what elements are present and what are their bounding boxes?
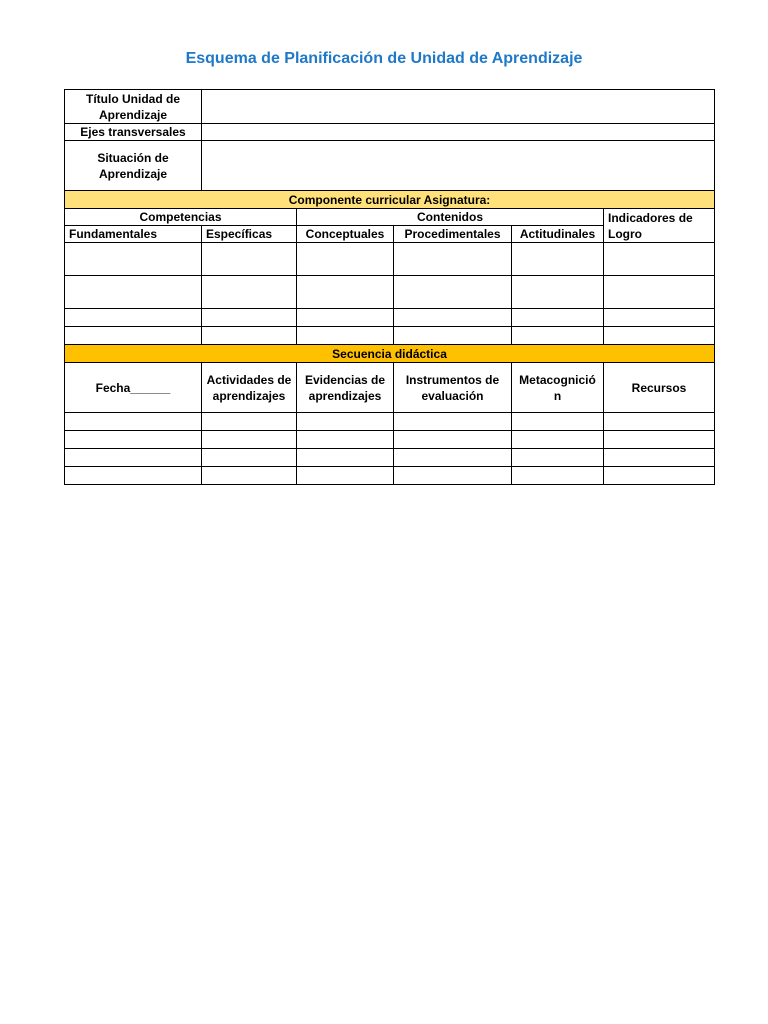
- table-cell[interactable]: [512, 467, 604, 485]
- table-cell[interactable]: [297, 431, 394, 449]
- ejes-transversales-label: Ejes transversales: [65, 124, 202, 141]
- contenidos-header: Contenidos: [297, 209, 604, 226]
- table-cell[interactable]: [297, 413, 394, 431]
- table-cell[interactable]: [604, 309, 715, 327]
- table-row: [65, 124, 715, 141]
- secuencia-didactica-header: Secuencia didáctica: [65, 345, 715, 363]
- table-row: [65, 467, 715, 485]
- table-cell[interactable]: [202, 243, 297, 276]
- actitudinales-header: Actitudinales: [512, 226, 604, 243]
- competencias-header: Competencias: [65, 209, 297, 226]
- table-cell[interactable]: [65, 276, 202, 309]
- actividades-header: Actividades de aprendizajes: [202, 363, 297, 413]
- table-cell[interactable]: [512, 413, 604, 431]
- table-cell[interactable]: [512, 276, 604, 309]
- table-cell[interactable]: [65, 413, 202, 431]
- planning-table: [64, 89, 715, 485]
- table-cell[interactable]: [394, 431, 512, 449]
- table-cell[interactable]: [202, 431, 297, 449]
- fecha-header: Fecha______: [65, 363, 202, 413]
- table-cell[interactable]: [604, 413, 715, 431]
- table-cell[interactable]: [297, 467, 394, 485]
- table-cell[interactable]: [512, 243, 604, 276]
- table-row: [65, 413, 715, 431]
- table-cell[interactable]: [65, 449, 202, 467]
- table-cell[interactable]: [394, 467, 512, 485]
- table-cell[interactable]: [65, 327, 202, 345]
- table-row: [65, 431, 715, 449]
- table-cell[interactable]: [394, 309, 512, 327]
- table-cell[interactable]: [512, 431, 604, 449]
- table-cell[interactable]: [512, 449, 604, 467]
- titulo-unidad-label: Título Unidad de Aprendizaje: [65, 90, 202, 124]
- evidencias-header: Evidencias de aprendizajes: [297, 363, 394, 413]
- recursos-header: Recursos: [604, 363, 715, 413]
- procedimentales-header: Procedimentales: [394, 226, 512, 243]
- table-row: [65, 345, 715, 363]
- table-cell[interactable]: [65, 467, 202, 485]
- table-cell[interactable]: [297, 276, 394, 309]
- table-cell[interactable]: [394, 449, 512, 467]
- table-cell[interactable]: [604, 467, 715, 485]
- table-cell[interactable]: [394, 413, 512, 431]
- table-cell[interactable]: [202, 413, 297, 431]
- table-cell[interactable]: [604, 243, 715, 276]
- table-cell[interactable]: [604, 327, 715, 345]
- ejes-transversales-field[interactable]: [202, 124, 715, 141]
- table-cell[interactable]: [297, 243, 394, 276]
- table-row: [65, 449, 715, 467]
- table-cell[interactable]: [604, 431, 715, 449]
- table-cell[interactable]: [394, 243, 512, 276]
- situacion-aprendizaje-label: Situación de Aprendizaje: [65, 141, 202, 191]
- titulo-unidad-field[interactable]: [202, 90, 715, 124]
- table-cell[interactable]: [604, 276, 715, 309]
- table-row: [65, 243, 715, 276]
- table-cell[interactable]: [202, 327, 297, 345]
- table-cell[interactable]: [65, 431, 202, 449]
- conceptuales-header: Conceptuales: [297, 226, 394, 243]
- table-row: [65, 363, 715, 413]
- table-cell[interactable]: [394, 327, 512, 345]
- table-row: [65, 209, 715, 226]
- especificas-header: Específicas: [202, 226, 297, 243]
- situacion-aprendizaje-field[interactable]: [202, 141, 715, 191]
- table-row: [65, 191, 715, 209]
- table-row: [65, 90, 715, 124]
- table-cell[interactable]: [512, 327, 604, 345]
- table-cell[interactable]: [297, 309, 394, 327]
- table-cell[interactable]: [65, 243, 202, 276]
- instrumentos-header: Instrumentos de evaluación: [394, 363, 512, 413]
- table-cell[interactable]: [65, 309, 202, 327]
- table-cell[interactable]: [202, 467, 297, 485]
- fundamentales-header: Fundamentales: [65, 226, 202, 243]
- table-cell[interactable]: [297, 449, 394, 467]
- componente-curricular-header: Componente curricular Asignatura:: [65, 191, 715, 209]
- table-cell[interactable]: [394, 276, 512, 309]
- table-row: [65, 327, 715, 345]
- table-row: [65, 276, 715, 309]
- metacognicion-header: Metacognición: [512, 363, 604, 413]
- table-row: [65, 141, 715, 191]
- table-cell[interactable]: [202, 309, 297, 327]
- table-cell[interactable]: [202, 276, 297, 309]
- table-cell[interactable]: [604, 449, 715, 467]
- table-cell[interactable]: [297, 327, 394, 345]
- indicadores-logro-header: Indicadores de Logro: [604, 209, 715, 243]
- page-title: Esquema de Planificación de Unidad de Aprendizaje: [185, 50, 583, 67]
- table-cell[interactable]: [202, 449, 297, 467]
- table-row: [65, 309, 715, 327]
- table-cell[interactable]: [512, 309, 604, 327]
